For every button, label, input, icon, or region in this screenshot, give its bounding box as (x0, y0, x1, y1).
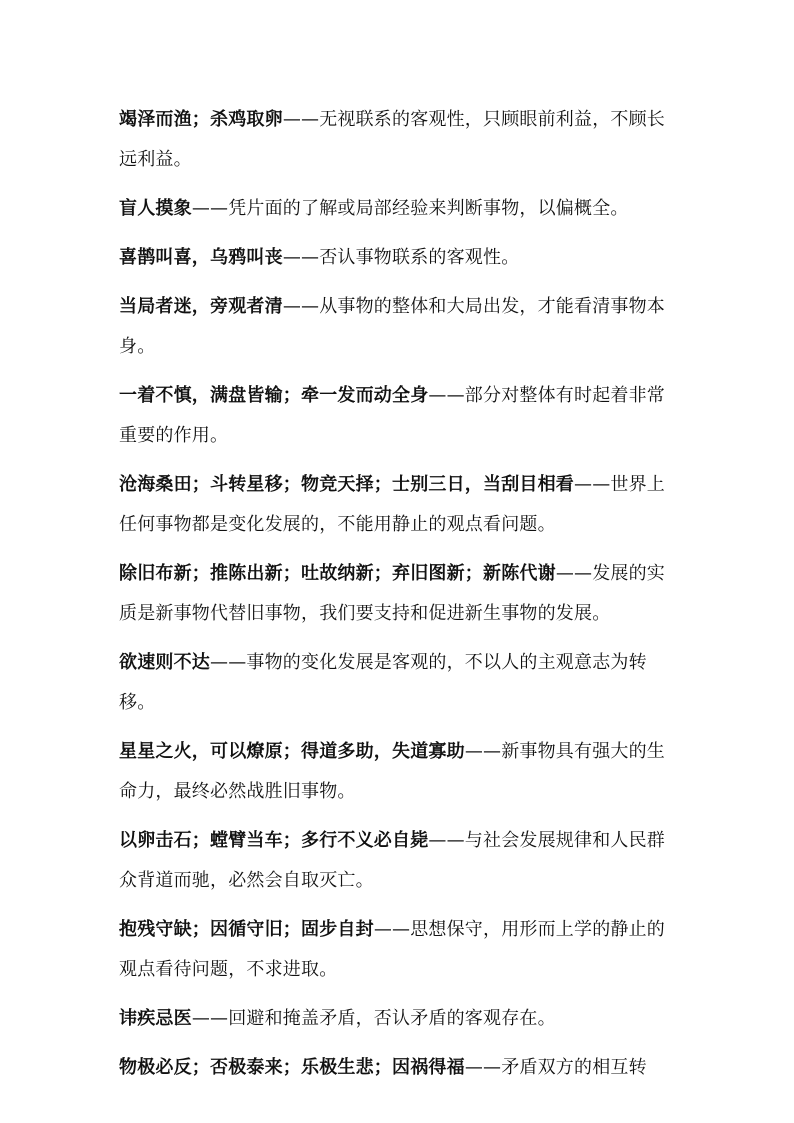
idiom-explanation: ——部分对整体有时起着非常重要的作用。 (119, 385, 666, 446)
idiom-explanation: ——否认事物联系的客观性。 (282, 247, 520, 268)
idiom-term: 物极必反；否极泰来；乐极生悲；因祸得福 (119, 1057, 465, 1078)
idiom-explanation: ——思想保守，用形而上学的静止的观点看待问题，不求进取。 (119, 919, 666, 980)
idiom-term: 沧海桑田；斗转星移；物竞天择；士别三日，当刮目相看 (119, 474, 574, 495)
idiom-term: 当局者迷，旁观者清 (119, 296, 283, 317)
idiom-list (119, 100, 667, 1097)
list-item (119, 732, 667, 812)
list-item (119, 287, 667, 367)
idiom-term: 欲速则不达 (119, 652, 210, 673)
idiom-explanation: ——从事物的整体和大局出发，才能看清事物本身。 (119, 296, 666, 357)
list-item (119, 100, 667, 180)
list-item (119, 999, 667, 1039)
idiom-term: 讳疾忌医 (119, 1008, 192, 1029)
idiom-explanation: ——与社会发展规律和人民群众背道而驰，必然会自取灭亡。 (119, 830, 666, 891)
list-item (119, 1048, 667, 1088)
idiom-term: 盲人摸象 (119, 198, 192, 219)
list-item (119, 910, 667, 990)
idiom-explanation: ——发展的实质是新事物代替旧事物，我们要支持和促进新生事物的发展。 (119, 563, 666, 624)
idiom-term: 星星之火，可以燎原；得道多助，失道寡助 (119, 741, 465, 762)
list-item (119, 643, 667, 723)
list-item (119, 465, 667, 545)
idiom-explanation: ——新事物具有强大的生命力，最终必然战胜旧事物。 (119, 741, 666, 802)
idiom-term: 一着不慎，满盘皆输；牵一发而动全身 (119, 385, 429, 406)
list-item (119, 821, 667, 901)
idiom-term: 除旧布新；推陈出新；吐故纳新；弃旧图新；新陈代谢 (119, 563, 556, 584)
idiom-explanation: ——无视联系的客观性，只顾眼前利益，不顾长远利益。 (119, 109, 666, 170)
idiom-explanation: ——事物的变化发展是客观的，不以人的主观意志为转移。 (119, 652, 647, 713)
list-item (119, 376, 667, 456)
idiom-term: 竭泽而渔；杀鸡取卵 (119, 109, 283, 130)
idiom-explanation: ——凭片面的了解或局部经验来判断事物，以偏概全。 (191, 198, 629, 219)
list-item (119, 189, 667, 229)
idiom-explanation: ——回避和掩盖矛盾，否认矛盾的客观存在。 (191, 1008, 556, 1029)
idiom-explanation: ——矛盾双方的相互转 (464, 1057, 647, 1078)
idiom-explanation: ——世界上任何事物都是变化发展的，不能用静止的观点看问题。 (119, 474, 665, 535)
idiom-term: 喜鹊叫喜，乌鸦叫丧 (119, 247, 283, 268)
idiom-term: 以卵击石；螳臂当车；多行不义必自毙 (119, 830, 429, 851)
list-item (119, 238, 667, 278)
idiom-term: 抱残守缺；因循守旧；固步自封 (119, 919, 374, 940)
list-item (119, 554, 667, 634)
